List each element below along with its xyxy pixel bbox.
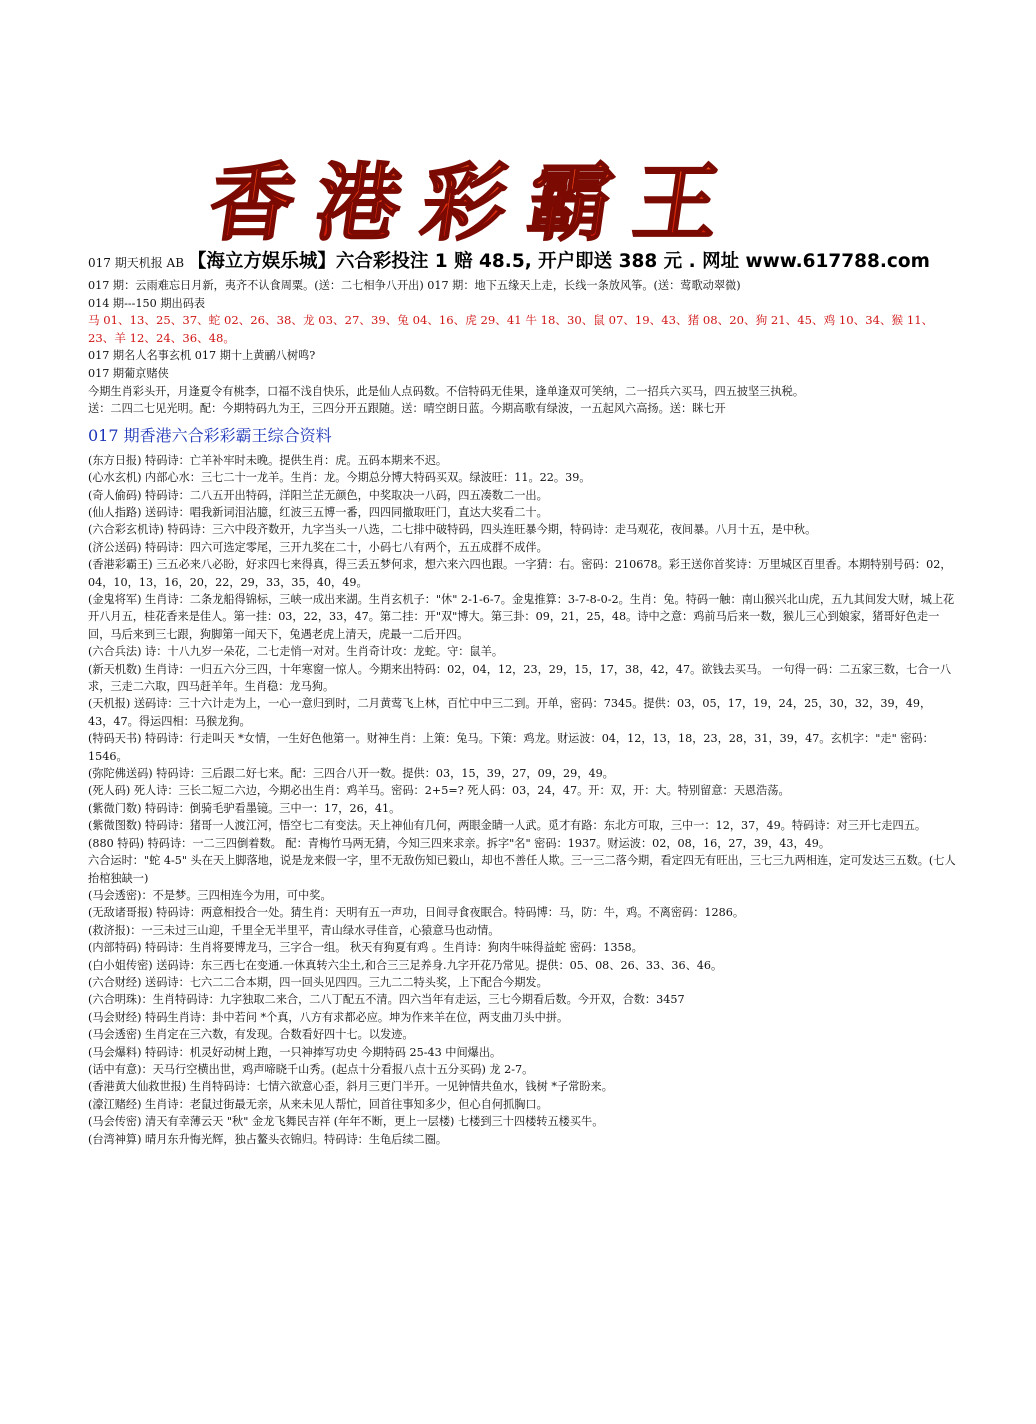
entry-paragraph: (济公送码) 特码诗：四六可选定零尾，三开九奖在二十，小码七八有两个，五五成群不成伴。 bbox=[88, 540, 548, 554]
entry-paragraph: (880 特码) 特码诗：一二三四倒着数。 配：青梅竹马两无猜，今知三四来求亲。拆字"名" 密码：1937。财运波：02，08，16，27，39，43，49。 bbox=[88, 836, 831, 850]
header-line bbox=[88, 248, 956, 277]
entry-paragraph: (弥陀佛送码) 特码诗：三后跟二好七来。配：三四合八开一数。提供：03，15，39，27，09，29，49。 bbox=[88, 767, 614, 781]
entry-paragraph: (马会爆料) 特码诗：机灵好动树上跑，一只神捧写功史 今期特码 25-43 中间爆出。 bbox=[88, 1045, 502, 1059]
advertisement-text: 【海立方娱乐城】六合彩投注 1 赔 48.5, 开户即送 388 元 . 网址 www.617788.com bbox=[187, 251, 930, 272]
section-title: 017 期香港六合彩彩霸王综合资料 bbox=[88, 425, 332, 445]
entry-paragraph: (奇人偷码) 特码诗：二八五开出特码，洋阳兰芷无颜色，中奖取决一八码，四五凑数二一出。 bbox=[88, 488, 548, 502]
entry-paragraph: (紫微图数) 特码诗：猪哥一人渡江河，悟空七二有变法。天上神仙有几何，两眼金睛一人武。觅才有路：东北方可取，三中一：12，37，49。特码诗：对三开七走四五。 bbox=[88, 819, 927, 833]
entry-paragraph: (香港黄大仙救世报) 生肖特码诗：七情六欲意心歪，斜月三更门半开。一见钟情共鱼水，钱树 *子常盼来。 bbox=[88, 1080, 613, 1094]
intro-line: 017 期：云雨难忘日月新，夷齐不认食周粟。(送：二七相争八开出) 017 期：地下五缘天上走，长线一条放风筝。(送：莺歌动翠微) bbox=[88, 279, 741, 292]
issue-prefix: 017 期天机报 AB bbox=[88, 256, 185, 270]
entry-paragraph: (话中有意)：天马行空横出世，鸡声啼晓千山秀。(起点十分看报八点十五分买码) 龙 2-7。 bbox=[88, 1062, 534, 1076]
logo-graphic bbox=[210, 150, 820, 250]
pre-line: 今期生肖彩头开，月逢夏令有桃李，口福不浅自快乐，此是仙人点码数。不信特码无佳果，逢单逢双可笑纳，二一招兵六买马，四五披坚三执税。 bbox=[88, 384, 805, 398]
logo-banner bbox=[210, 150, 820, 250]
entry-paragraph: (六合彩玄机诗) 特码诗：三六中段齐数开，九字当头一八选，二七排中破特码，四头连旺暴今期，特码诗：走马观花，夜间暴。八月十五，是中秋。 bbox=[88, 523, 817, 537]
entry-paragraph: (白小姐传密) 送码诗：东三西七在变通.一休真转六尘土,和合三三足养身.九字开花乃常见。提供：05、08、26、33、36、46。 bbox=[88, 958, 723, 972]
entry-paragraph: (东方日报) 特码诗：亡羊补牢时未晚。提供生肖：虎。五码本期来不迟。 bbox=[88, 453, 448, 467]
document-body bbox=[88, 248, 956, 1148]
entry-paragraph: (金鬼将军) 生肖诗：二条龙船得锦标，三峡一成出来湖。生肖玄机子："休" 2-1-6-7。金鬼推算：3-7-8-0-2。生肖：兔。特码一触：南山猴兴北山虎，五九其间发大财，城上花开八月五，桂花香来是佳人。第一挂：03，22，33，47。第二挂：开"双"博大。第三卦：09，21，25，48。诗中之意：鸡前马后来一数，猴儿三心到娘家，猪哥好色走一回，马后来到三七跟，狗脚第一闻天下，兔遇老虎上清天，虎最一二后开四。 bbox=[88, 593, 955, 641]
entry-paragraph: 六合运时："蛇 4-5" 头在天上脚落地，说是龙来假一字，里不无敌伤知已毅山，却也不善任人欺。三一三二落今期，看定四无有旺出，三七三九两相连，定可发达三五数。(七人抬棺独缺一) bbox=[88, 854, 956, 885]
entry-paragraph: (心水玄机) 内部心水：三七二十一龙羊。生肖：龙。今期总分博大特码买双。绿波旺：11。22。39。 bbox=[88, 471, 591, 485]
entry-paragraph: (救济报)：一三未过三山迎，千里全无半里平，青山绿水寻佳音，心猿意马也动情。 bbox=[88, 923, 500, 937]
code-table-line: 23、羊 12、24、36、48。 bbox=[88, 330, 236, 345]
intro-line: 014 期---150 期出码表 bbox=[88, 296, 206, 310]
entry-paragraph: (特码天书) 特码诗：行走叫天 *女情，一生好色他第一。财神生肖：上策：兔马。下策：鸡龙。财运波：04，12，13，18，23，28，31，39，47。玄机字："走" 密码：1546。 bbox=[88, 732, 934, 763]
entry-paragraph: (六合明珠)：生肖特码诗：九字独取二来合，二八丁配五不清。四六当年有走运，三七今期看后数。今开双，合数：3457 bbox=[88, 993, 685, 1007]
entry-paragraph: (内部特码) 特码诗：生肖将要博龙马，三字合一组。 秋天有狗夏有鸡 。生肖诗：狗肉牛味得益蛇 密码：1358。 bbox=[88, 941, 643, 955]
entry-paragraph: (新天机数) 生肖诗：一归五六分三四，十年寒窗一惊人。今期来出特码：02，04，12，23，29，15，17，38，42，47。欲钱去买马。 一句得一码：二五家三数，七合一八求，三走二六取，四马赶羊年。生肖稳：龙马狗。 bbox=[88, 662, 952, 694]
entry-paragraph: (马会传密) 清天有幸薄云天 "秋" 金龙飞舞民吉祥 (年年不断，更上一层楼) 七楼到三十四楼转五楼买牛。 bbox=[88, 1115, 604, 1129]
pre-line: 送：二四二七见光明。配：今期特码九为王，三四分开五跟随。送：晴空朗日蓝。今期高歌有绿波，一五起风六高扬。送：眯七开 bbox=[88, 402, 726, 416]
logo-text: 香港彩霸王 bbox=[210, 154, 748, 250]
entry-paragraph: (六合财经) 送码诗：七六二二合本期，四一回头见四四。三九二二特头奖，上下配合今期发。 bbox=[88, 975, 548, 989]
pre-line: 017 期名人名事玄机 017 期十上黄鹂八树鸣? bbox=[88, 349, 316, 363]
entry-paragraph: (马会透密)：不是梦。三四相连今为用，可中奖。 bbox=[88, 888, 332, 902]
entry-paragraph: (马会财经) 特码生肖诗：卦中若问 *个真，八方有求都必应。坤为作来羊在位，两支曲刀头中拼。 bbox=[88, 1010, 569, 1024]
entry-paragraph: (死人码) 死人诗：三长二短二六边，今期必出生肖：鸡羊马。密码：2+5=? 死人码：03，24，47。开：双，开：大。特别留意：天恩浩荡。 bbox=[88, 784, 790, 798]
entry-paragraph: (六合兵法) 诗：十八九岁一朵花，二七走悄一对对。生肖奇计攻：龙蛇。守：鼠羊。 bbox=[88, 645, 504, 659]
entry-paragraph: (台湾神算) 晴月东升悔光辉，独占鳌头衣锦归。特码诗：生龟后续二圈。 bbox=[88, 1132, 448, 1146]
entry-paragraph: (香港彩霸王) 三五必来八必盼，好求四七来得真，得三丢五梦何求，想六来六四也跟。一字猜：右。密码：210678。彩王送你首奖诗：万里城区百里香。本期特别号码：02，04，10，13，16，20，22，29，33，35，40，49。 bbox=[88, 558, 952, 589]
pre-line: 017 期葡京赌侠 bbox=[88, 366, 169, 380]
entry-paragraph: (仙人指路) 送码诗：唱我新词泪沾臆，红波三五博一番，四四同撤取旺门，直达大奖看二十。 bbox=[88, 505, 548, 519]
code-table-line: 马 01、13、25、37、蛇 02、26、38、龙 03、27、39、兔 04、16、虎 29、41 牛 18、30、鼠 07、19、43、猪 08、20、狗 21、45、鸡 10、34、猴 11、 bbox=[88, 313, 934, 328]
entry-paragraph: (天机报) 送码诗：三十六计走为上，一心一意归到时，二月黄莺飞上林，百忙中中三二到。开单，密码：7345。提供：03，05，17，19，24，25，30，32，39，49，43，47。得运四相：马猴龙狗。 bbox=[88, 697, 932, 728]
entry-paragraph: (紫微门数) 特码诗：倒骑毛驴看墨镜。三中一：17，26，41。 bbox=[88, 801, 401, 815]
entries-list bbox=[88, 452, 956, 1148]
entry-paragraph: (濠江赌经) 生肖诗：老鼠过街最无亲，从来未见人帮忙，回首往事知多少，但心自何抓胸口。 bbox=[88, 1097, 548, 1111]
entry-paragraph: (马会透密) 生肖定在三六数，有发现。合数看好四十七。以发迹。 bbox=[88, 1028, 414, 1042]
entry-paragraph: (无敌诸哥报) 特码诗：两意相投合一处。猜生肖：天明有五一声功，日间寻食夜眠合。特码博：马，防：牛，鸡。不离密码：1286。 bbox=[88, 906, 745, 920]
